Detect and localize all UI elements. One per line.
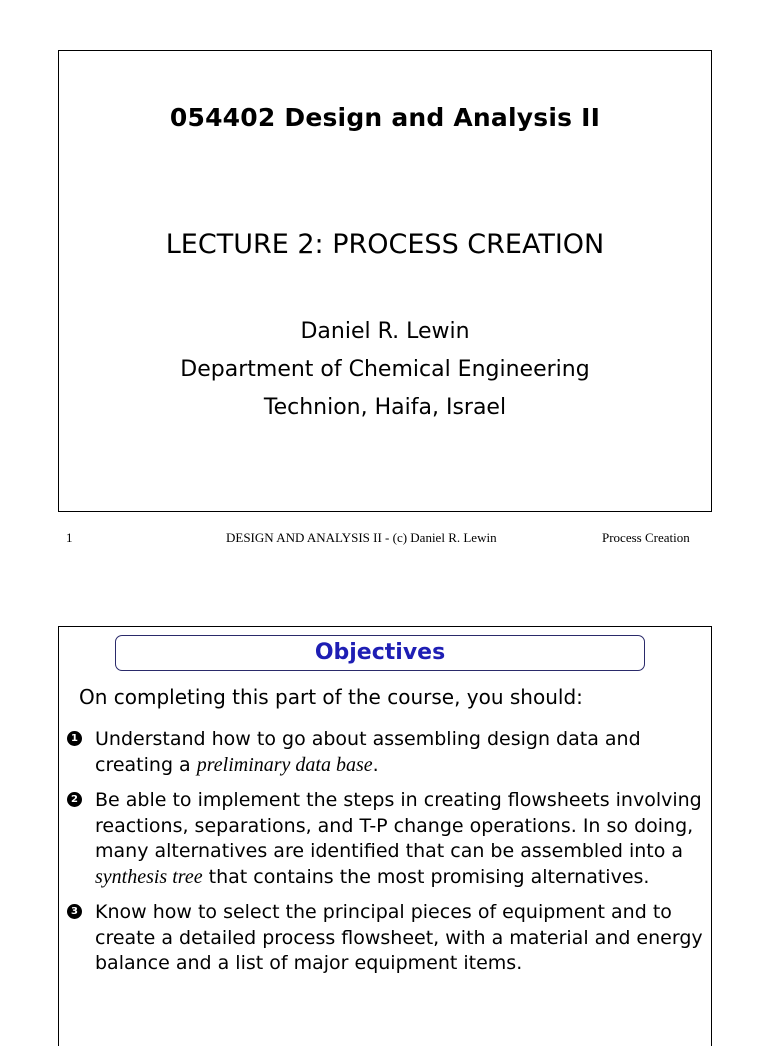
objective-emphasis: preliminary data base bbox=[196, 753, 373, 776]
objective-text-end: that contains the most promising alternatives. bbox=[202, 865, 650, 888]
lecture-title: LECTURE 2: PROCESS CREATION bbox=[165, 229, 605, 260]
objective-emphasis: synthesis tree bbox=[95, 865, 203, 888]
objectives-header: Objectives bbox=[115, 635, 645, 671]
objective-text-end: . bbox=[372, 753, 379, 776]
course-title: 054402 Design and Analysis II bbox=[169, 103, 601, 132]
footer-right-text: Process Creation bbox=[602, 530, 690, 545]
footer-page-number: 1 bbox=[66, 530, 73, 545]
objective-text: Know how to select the principal pieces of equipment and to create a detailed process flowsheet, with a material and energy balance and a list of major equipment items. bbox=[95, 901, 703, 974]
objective-item bbox=[67, 788, 703, 890]
objectives-intro: On completing this part of the course, you should: bbox=[79, 685, 583, 709]
author-name: Daniel R. Lewin bbox=[300, 319, 470, 344]
objective-item bbox=[67, 727, 703, 778]
objectives-list bbox=[67, 727, 703, 987]
author-block bbox=[59, 313, 711, 427]
objective-text: Understand how to go about assembling design data and creating a bbox=[95, 728, 641, 776]
department-name: Department of Chemical Engineering bbox=[180, 357, 590, 382]
objectives-slide bbox=[58, 626, 712, 1046]
objective-item bbox=[67, 900, 703, 977]
institution-name: Technion, Haifa, Israel bbox=[263, 395, 507, 420]
circled-number-icon: 1 bbox=[67, 731, 82, 746]
circled-number-icon: 3 bbox=[67, 904, 82, 919]
objective-text: Be able to implement the steps in creating flowsheets involving reactions, separations, and T-P change operations. In so doing, many alternatives are identified that can be assembled into a bbox=[95, 789, 702, 862]
circled-number-icon: 2 bbox=[67, 792, 82, 807]
title-slide bbox=[58, 50, 712, 512]
footer-center-text: DESIGN AND ANALYSIS II - (c) Daniel R. Lewin bbox=[226, 530, 497, 545]
